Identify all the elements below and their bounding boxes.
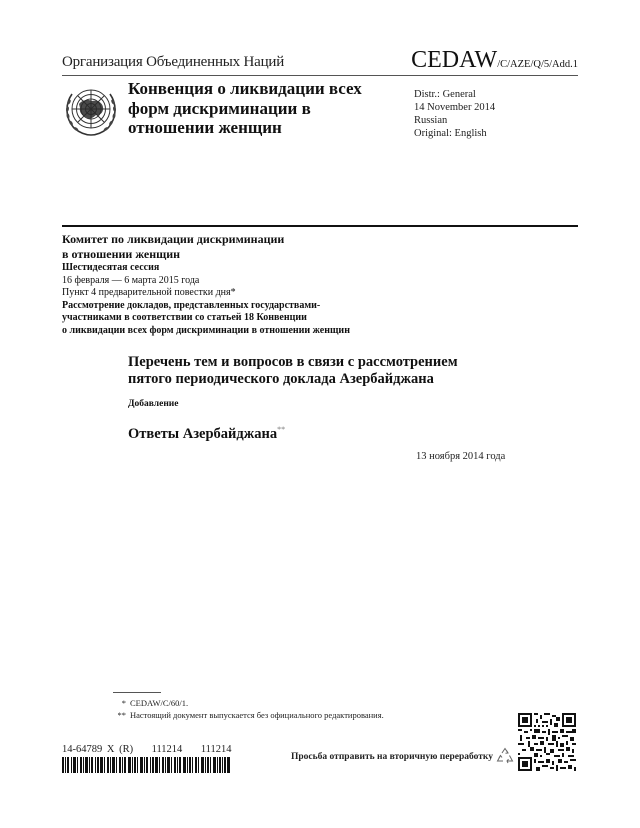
session-dates: 16 февраля — 6 марта 2015 года <box>62 274 200 286</box>
recycle-notice: Просьба отправить на вторичную переработку <box>291 752 493 762</box>
distribution-date: 14 November 2014 <box>414 102 496 113</box>
distribution-info <box>414 88 495 140</box>
committee-title-line2: в отношении женщин <box>62 247 181 261</box>
distribution-type: Distr.: General <box>414 89 476 100</box>
job-number: 14-64789 X (R) <box>62 744 134 755</box>
header-divider <box>62 75 578 76</box>
date-code-2: 111214 <box>200 744 232 755</box>
subject-line3: о ликвидации всех форм дискриминации в отношении женщин <box>62 324 350 336</box>
committee-block <box>62 232 422 337</box>
qr-code-icon <box>518 713 576 771</box>
footnote-mark: ** <box>117 710 126 720</box>
date-code-1: 111214 <box>151 744 183 755</box>
section-divider <box>62 225 578 227</box>
session-name: Шестидесятая сессия <box>62 262 160 273</box>
document-symbol-main: CEDAW <box>411 47 498 73</box>
subject-line2: участниками в соответствии со статьей 18 Конвенции <box>62 312 307 323</box>
document-symbol <box>411 47 578 74</box>
original-language: Original: English <box>414 128 487 139</box>
answers-title: Ответы Азербайджана <box>128 425 278 442</box>
organization-name: Организация Объединенных Наций <box>62 54 285 70</box>
document-language: Russian <box>414 115 448 126</box>
footnote-text: Настоящий документ выпускается без официального редактирования. <box>130 710 384 720</box>
footnote-2 <box>112 709 384 721</box>
agenda-item: Пункт 4 предварительной повестки дня* <box>62 287 236 298</box>
recycle-icon <box>496 747 514 767</box>
document-title <box>128 354 528 388</box>
convention-title: Конвенция о ликвидации всех форм дискриминации в отношении женщин <box>128 79 362 137</box>
document-date: 13 ноября 2014 года <box>416 451 506 462</box>
document-symbol-suffix: /C/AZE/Q/5/Add.1 <box>497 59 578 70</box>
footnotes <box>112 697 384 721</box>
document-title-line1: Перечень тем и вопросов в связи с рассмотрением <box>128 354 458 370</box>
answers-footnote-mark: ** <box>277 425 286 434</box>
document-title-line2: пятого периодического доклада Азербайджана <box>128 371 434 387</box>
barcode-icon <box>62 757 230 773</box>
footnote-text: CEDAW/C/60/1. <box>130 698 189 708</box>
committee-title-line1: Комитет по ликвидации дискриминации <box>62 232 285 246</box>
footnote-mark: * <box>121 698 126 708</box>
footnote-1 <box>112 697 384 709</box>
job-number-line <box>62 744 232 755</box>
footnote-separator <box>113 692 161 693</box>
subject-line1: Рассмотрение докладов, представленных государствами- <box>62 299 321 311</box>
answers-heading <box>128 425 285 443</box>
un-emblem-icon <box>62 80 120 138</box>
addendum-label: Добавление <box>128 399 179 409</box>
